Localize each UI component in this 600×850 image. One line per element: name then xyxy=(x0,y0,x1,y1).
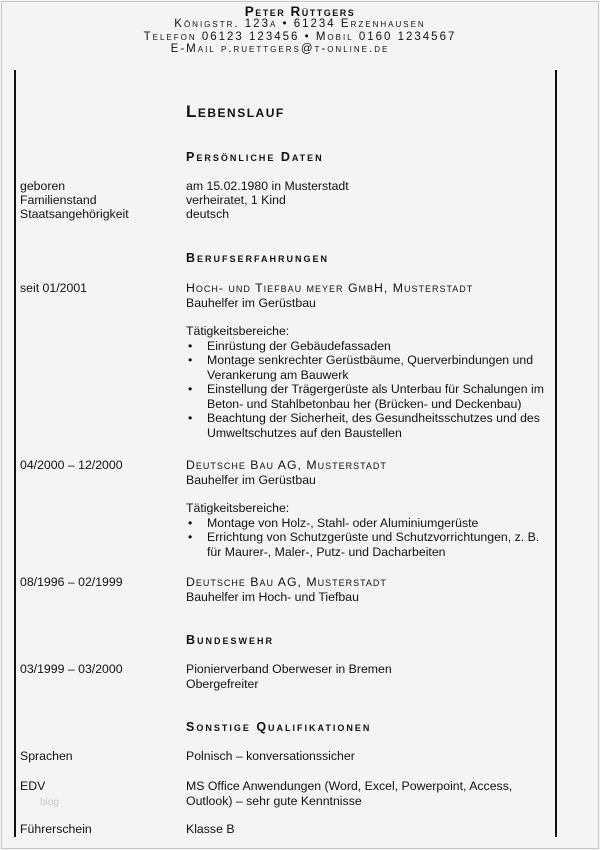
job-company: Deutsche Bau AG, Musterstadt xyxy=(186,458,387,472)
task-item: • Montage senkrechter Gerüstbäume, Querverbindungen und Verankerung am Bauwerk xyxy=(186,353,556,382)
task-list xyxy=(186,339,556,441)
job-role: Bauhelfer im Gerüstbau xyxy=(186,295,316,310)
label: Familienstand xyxy=(20,193,97,207)
value: verheiratet, 1 Kind xyxy=(186,193,286,207)
value: deutsch xyxy=(186,207,230,221)
job-period: 04/2000 – 12/2000 xyxy=(20,458,123,472)
tasks-label: Tätigkeitsbereiche: xyxy=(186,501,290,515)
task-list xyxy=(186,516,556,560)
job-company: Hoch- und Tiefbau meyer GmbH, Musterstadt xyxy=(186,281,474,295)
left-rule xyxy=(14,70,16,837)
page-title: Lebenslauf xyxy=(186,102,285,121)
value: Polnisch – konversationssicher xyxy=(186,749,355,763)
job-entry xyxy=(186,281,556,440)
tasks-label: Tätigkeitsbereiche: xyxy=(186,324,290,338)
label: EDV xyxy=(20,779,46,793)
task-item: • Beachtung der Sicherheit, des Gesundheitsschutzes und des Umweltschutzes auf den Baustellen xyxy=(186,411,556,440)
value: am 15.02.1980 in Musterstadt xyxy=(186,179,349,193)
section-heading-military: Bundeswehr xyxy=(186,633,275,647)
job-entry xyxy=(186,458,556,559)
military-rank: Obergefreiter xyxy=(186,676,259,691)
section-heading-personal: Persönliche Daten xyxy=(186,150,324,164)
label: geboren xyxy=(20,179,66,193)
section-heading-experience: Berufserfahrungen xyxy=(186,251,330,265)
value: MS Office Anwendungen (Word, Excel, Powerpoint, Access, Outlook) – sehr gute Kenntnisse xyxy=(186,779,513,808)
job-entry xyxy=(186,575,556,604)
job-company: Deutsche Bau AG, Musterstadt xyxy=(186,575,387,589)
header-address: Königstr. 123a • 61234 Erzenhausen xyxy=(174,18,426,30)
task-item: • Einstellung der Trägergerüste als Unterbau für Schalungen im Beton- und Stahlbetonbau her (Brücken- und Deckenbau) xyxy=(186,382,556,411)
watermark: blog xyxy=(40,797,59,808)
section-heading-skills: Sonstige Qualifikationen xyxy=(186,720,372,734)
job-role: Bauhelfer im Hoch- und Tiefbau xyxy=(186,589,359,604)
task-item: • Einrüstung der Gebäudefassaden xyxy=(186,339,556,354)
header-name: Peter Rüttgers xyxy=(244,4,356,19)
header-email: E-Mail p.ruettgers@t-online.de xyxy=(170,43,390,55)
label: Führerschein xyxy=(20,822,92,836)
military-entry xyxy=(186,662,556,691)
job-period: 08/1996 – 02/1999 xyxy=(20,575,123,589)
value: Klasse B xyxy=(186,822,235,836)
military-unit: Pionierverband Oberweser in Bremen xyxy=(186,662,392,676)
task-item: • Montage von Holz-, Stahl- oder Aluminiumgerüste xyxy=(186,516,556,531)
label: Staatsangehörigkeit xyxy=(20,207,129,221)
military-period: 03/1999 – 03/2000 xyxy=(20,662,123,676)
job-period: seit 01/2001 xyxy=(20,281,88,295)
task-item: • Errichtung von Schutzgerüste und Schutzvorrichtungen, z. B. für Maurer-, Maler-, Putz- und Dacharbeiten xyxy=(186,530,556,559)
header-phones: Telefon 06123 123456 • Mobil 0160 1234567 xyxy=(143,31,457,43)
label: Sprachen xyxy=(20,749,73,763)
job-role: Bauhelfer im Gerüstbau xyxy=(186,472,316,487)
